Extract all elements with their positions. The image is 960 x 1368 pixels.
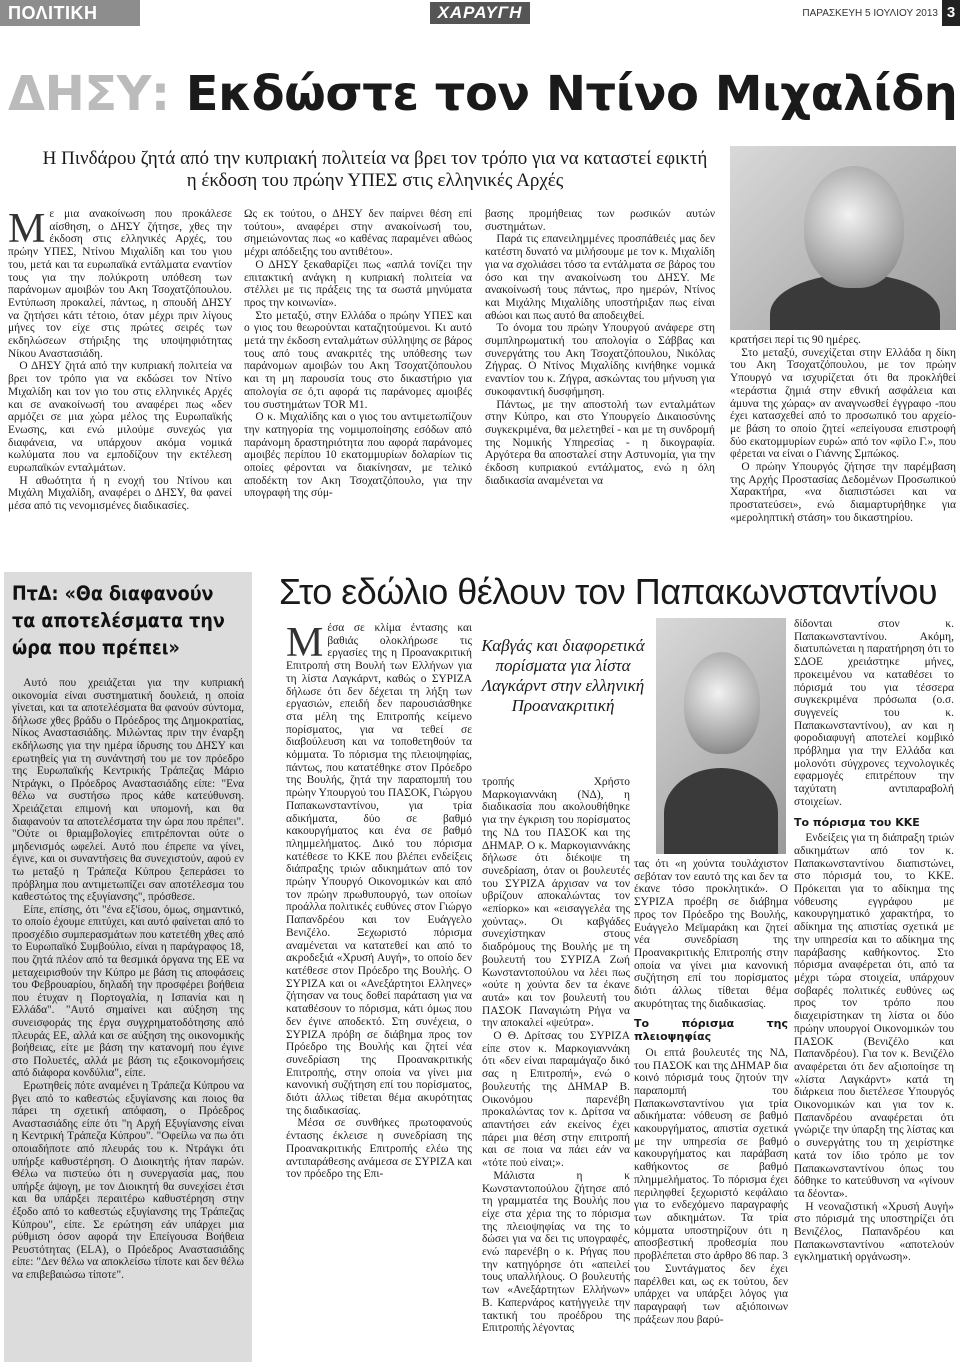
paragraph: Είπε, επίσης, ότι "ένα εξ'ίσου, όμως, σημαντικό, το οποίο έχουμε επιτύχει, και αυτό φαίνεται από το προσχέδιο συμπερασμάτων που κατετέθη χθες από το Ευρωπαϊκό Συμβούλιο, είναι η παράγραφος 18, που ζητά πλέον από τα θεσμικά όργανα της ΕΕ να μεταχειρισθούν την Κύπρο με βάση τις αποφάσεις του Φεβρουαρίου, δηλαδή την προσφέρει βοήθεια που έτυχαν η Πορτογαλία, η Ισπανία και η Ελλάδα". "Αυτό σημαίνει και αύξηση της συνεισφοράς της έργα συγχρηματοδότησης από πλευράς ΕΕ, αλλά και σε αύξηση της οικονομικής βοήθειας, είτε με βάση την κατανομή που έγινε στο Πολυετές, αλλά με βάση τις εξοικονομήσεις από διάφορα κονδύλια", είπε. (12, 903, 244, 1080)
section-label: ΠΟΛΙΤΙΚΗ (0, 0, 140, 26)
paragraph: Αυτό που χρειάζεται για την κυπριακή οικονομία είναι συστηματική δουλειά, η οποία γίνεται, και τα αποτελέσματα θα φανούν σύντομα, δήλωσε χθες βράδυ ο Πρόεδρος της Δημοκρατίας, Νίκος Αναστασιάδης. Μιλώντας πριν την έναρξη εκδήλωσης για την ημέρα ίδρυσης του ΔΗΣΥ και ερωτηθείς για τη συνάντησή του με τον πρόεδρο της Ευρωπαϊκής Κεντρικής Τράπεζας Μάριο Ντράγκι, ο Πρόεδρος Αναστασιάδης είπε: "Ενα θέλω να συστήσω προς κάθε κατεύθυνση. Χρειάζεται επιμονή και υπομονή, και θα διαφανούν τα αποτελέσματα την ώρα που πρέπει". "Ούτε οι θριαμβολογίες επιτρέπονται ούτε ο μηδενισμός ωφελεί. Αυτό που έπρεπε να γίνει, έγινε, και οι συναντήσεις θα συνεχιστούν, αφού εν τω μεταξύ η Τράπεζα Κύπρου ξεπεράσει το πρόβλημα που αντιμετωπίζει σαν αποτέλεσμα του καθεστώτος της εξυγίανσης", πρόσθεσε. (12, 677, 244, 904)
paragraph: κρατήσει περί τις 90 ημέρες. (730, 334, 861, 346)
photo-giorgos-papakonstantinou (656, 618, 786, 854)
story1-column-3 (485, 208, 715, 553)
paragraph: Ο ΔΗΣΥ ζητά από την κυπριακή πολιτεία να βρει τον τρόπο για να εκδώσει τον Ντίνο Μιχαλίδη και τον γιο του στις ελληνικές Αρχές και σε ανακοίνωσή του αναφέρει πως «δεν αρμόζει σε μια χώρα μέλος της Ευρωπαϊκής Ενωσης, και ενώ μιλούμε συνεχώς για διαφάνεια, να υπάρχουν ακόμα νομικά κωλύματα που να εμποδίζουν την εκτέλεση ευρωπαϊκών ενταλμάτων. (8, 360, 232, 475)
subheading: Το πόρισμα του ΚΚΕ (794, 815, 920, 829)
paragraph: τροπής Χρήστο Μαρκογιαννάκη (ΝΔ), η διαδικασία που ακολουθήθηκε για την έγκριση του πορίσματος της ΝΔ του ΠΑΣΟΚ και της ΔΗΜΑΡ. Ο κ. Μαρκογιαννάκης δήλωσε ότι διέκοψε τη συνεδρίαση, όταν οι βουλευτές του ΣΥΡΙΖΑ άρχισαν να τον υβρίζουν αποκαλώντας τον «επίορκο» και «εισαγγελέα της χούντας». Οι καβγάδες συνεχίστηκαν στους διαδρόμους της Βουλής με τη βουλευτή του ΣΥΡΙΖΑ Ζωή Κωνσταντοπούλου να λέει πως «ούτε η χούντα δεν τα έκανε αυτά» και τον βουλευτή του ΠΑΣΟΚ Παναγιώτη Ρήγα να την αποκαλεί «ψεύτρα». (482, 776, 630, 1030)
headline-accent: ΔΗΣΥ: (8, 66, 170, 122)
paragraph: Ως εκ τούτου, ο ΔΗΣΥ δεν παίρνει θέση επί τούτου», αναφέρει στην ανακοίνωσή του, σημειώνοντας πως «ο καθένας παραμένει αθώος μέχρι απόδειξης του αντιθέτου». (244, 208, 472, 259)
paragraph: δίδονται στον κ. Παπακωνσταντίνου. Ακόμη, διατυπώνεται η παρατήρηση ότι το ΣΔΟΕ χρειάστηκε μήνες, προκειμένου να καταθέσει το πόρισμά του για τέσσερα συγκεκριμένα πρόσωπα (ο.σ. συγγενείς του κ. Παπακωνσταντίνου), αν και η φοροδιαφυγή αποτελεί κομβικό πρόβλημα για την Ελλάδα και μολονότι σύγχρονες τεχνολογικές εφαρμογές επιτρέπουν την ταχύτατη αντιπαραβολή στοιχείων. (794, 618, 954, 808)
paragraph: Ενδείξεις για τη διάπραξη τριών αδικημάτων από τον κ. Παπακωνσταντίνου διαπιστώνει, στο πόρισμά του, το ΚΚΕ. Πρόκειται για το αδίκημα της νόθευσης εγγράφου με κακουργηματικό χαρακτήρα, το αδίκημα της απιστίας σχετικά με την υπηρεσία και το αδίκημα της παράβασης καθήκοντος. Στο πόρισμα αναφέρεται ότι, από τα μέχρι τώρα στοιχεία, υπάρχουν σοβαρές πολιτικές ευθύνες ως προς τον τρόπο που διαχειρίστηκαν τη λίστα οι δύο πρώην υπουργοί Οικονομικών του ΠΑΣΟΚ (Βενιζέλο και Παπανδρέου). Για τον κ. Βενιζέλο αναφέρεται ότι δεν αξιοποίησε τη «λίστα Λαγκάρντ» κατά τη διάρκεια που διετέλεσε Υπουργός Οικονομικών και για τον κ. Παπανδρέου αναφέρεται ότι γνώριζε την ύπαρξη της λίστας και ο συνεργάτης του τη χειρίστηκε κατά τον ίδιο τρόπο με τον Παπακωνσταντίνου όπως του δόθηκε το κατεύθυνση να «γίνουν τα δέοντα». (794, 832, 954, 1200)
story2-column-a (286, 622, 472, 1362)
paragraph: Μάλιστα η κ Κωνσταντοπούλου ζήτησε από τη γραμματέα της Βουλής που είχε στα χέρια της το πόρισμα της πλειοψηφίας να της το δώσει για να δει τις υπογραφές, ενώ παρενέβη ο κ. Ρήγας που την κατηγόρησε ότι «απειλεί τους υπαλλήλους. Ο βουλευτής των «Ανεξάρτητων Ελλήνων» Β. Καπερνάρος κατήγγειλε την τακτική του προέδρου της Επιτροπής λέγοντας (482, 1169, 630, 1335)
photo-face (804, 166, 904, 288)
story1-column-2 (244, 208, 472, 553)
story2-column-d (794, 618, 954, 1362)
story2-headline: Στο εδώλιο θέλουν τον Παπακωνσταντίνου (278, 571, 938, 612)
paragraph: Παρά τις επανειλημμένες προσπάθειές μας δεν κατέστη δυνατό να μιλήσουμε με τον κ. Μιχαλίδη για να σχολιάσει τόσο τα εντάλματα σε βάρος του όσο και την ανακοίνωση του ΔΗΣΥ. Με ανακοίνωσή τους πάντως, προ ημερών, Ντίνος και Μιχάλης Μιχαλίδης υποστήριξαν πως είναι αθώοι και πως αυτό θα αποδειχθεί. (485, 233, 715, 322)
photo-figure (664, 768, 778, 854)
paragraph: έσα σε κλίμα έντασης και βαθιάς ολοκλήρωσε τις εργασίες της η Προανακριτική Επιτροπή στη Βουλή των Ελλήνων για τη λίστα Λαγκάρντ, καθώς ο ΣΥΡΙΖΑ δήλωσε ότι δεν δέχεται τη λήξη των εργασιών, επειδή δεν παρουσιάσθηκε στα μέλη της Επιτροπής κείμενο πορίσματος, για να τεθεί σε διαβούλευση και να τοποθετηθούν τα κόμματα. Το πόρισμα της πλειοψηφίας, πάντως, που κατατέθηκε στον Πρόεδρο της Βουλής, ζητά την παραπομπή του πρώην Υπουργού του ΠΑΣΟΚ, Γιώργου Παπακωνσταντίνου, για τρία αδικήματα, δύο σε βαθμό κακουργήματος και ένα σε βαθμό πλημμελήματος. Δικό του πόρισμα κατέθεσε το ΚΚΕ που βλέπει ενδείξεις διάπραξης τριών αδικημάτων από τον πρώην Υπουργό Οικονομικών και από τον πρώην πρωθυπουργό, των οποίων προάλλα πολιτικές ευθύνες στον Γιώργο Παπανδρέου και τον Ευάγγελο Βενιζέλο. Ξεχωριστό πόρισμα αναμένεται να κατατεθεί και από το ακροδεξιά «Χρυσή Αυγή», το οποίο δεν κατέθεσε στον Πρόεδρο της Βουλής. Ο ΣΥΡΙΖΑ και οι «Ανεξάρτητοι Ελληνες» ζήτησαν να τους δοθεί παράταση για να καταθέσουν το πόρισμα, κάτι όμως που δεν έγινε αποδεκτό. Στη συνέχεια, ο ΣΥΡΙΖΑ πρόβη σε διάβημα προς τον Πρόεδρο της Βουλής και ζητεί νέα συνεδρίαση της Προανακριτικής Επιτροπής, στην οποία να γίνει μια κανονική συζήτηση επί του πορίσματος, διότι άλλως τίθεται θέμα ακυρότητας της διαδικασίας. (286, 622, 472, 1117)
story1-subhead: Η Πινδάρου ζητά από την κυπριακή πολιτεία να βρει τον τρόπο για να καταστεί εφικτή η έκδοση του πρώην ΥΠΕΣ στις ελληνικές Αρχές (42, 148, 708, 191)
photo-face (684, 652, 760, 754)
pull-quote: Καβγάς και διαφορετικά πορίσματα για λίστα Λαγκάρντ στην ελληνική Προανακριτική (481, 636, 645, 715)
paragraph: Η νεοναζιστική «Χρυσή Αυγή» στο πόρισμά της υποστηρίζει ότι Βενιζέλος, Παπανδρέου και Παπακωνσταντίνου «αποτελούν εγκληματική οργάνωση». (794, 1200, 954, 1264)
paragraph: Πάντως, με την αποστολή των ενταλμάτων στην Κύπρο, και στο Υπουργείο Δικαιοσύνης συγκεκριμένα, θα μελετηθεί - και με τη συνδρομή της Νομικής Υπηρεσίας - η δικογραφία. Αργότερα θα αποσταλεί στην Αστυνομία, για την έκδοση κυπριακού εντάλματος, ενώ η όλη διαδικασία αναμένεται να (485, 398, 715, 487)
paragraph: τας ότι «η χούντα τουλάχιστον σεβόταν τον εαυτό της και δεν τα έκανε τόσο προκλητικά». Ο ΣΥΡΙΖΑ προέβη σε διάβημα προς τον Πρόεδρο της Βουλής, Ευάγγελο Μεϊμαράκη και ζητεί νέα συνεδρίαση της Προανακριτικής Επιτροπής στην οποία να γίνει μια κανονική συζήτηση επί του πορίσματος διότι άλλως τίθεται θέμα ακυρότητας της διαδικασίας. (634, 858, 788, 1010)
dropcap: Μ (8, 208, 46, 252)
issue-date: ΠΑΡΑΣΚΕΥΗ 5 ΙΟΥΛΙΟΥ 2013 (802, 8, 938, 19)
story2-column-b (482, 776, 630, 1362)
sidebar-story-body (12, 677, 244, 1357)
paragraph: Οι επτά βουλευτές της ΝΔ, του ΠΑΣΟΚ και της ΔΗΜΑΡ δια κοινό πόρισμά τους ζητούν την παραπομπή του Παπακωνσταντίνου για τρία αδικήματα: νόθευση σε βαθμό κακουργήματος, απιστία σχετικά με την υπηρεσία σε βαθμό κακουργήματος και παράβαση καθήκοντος σε βαθμό πλημμελήματος. Το πόρισμα έχει περιληφθεί ξεχωριστό κεφάλαιο για το ενδεχόμενο παραγραφής των αδικημάτων. Τα τρία κόμματα υποστηρίζουν ότι η αποσβεστική προθεσμία που προβλέπεται στο άρθρο 86 παρ. 3 του Συντάγματος δεν έχει παρέλθει και, ως εκ τούτου, δεν υπάρχει να υπάρξει λόγος για παραγραφή των αξιόποινων πράξεων που βαρύ- (634, 1046, 788, 1326)
paragraph: Ο ΔΗΣΥ ξεκαθαρίζει πως «απλά τονίζει την επιτακτική ανάγκη η κυπριακή πολιτεία να στέλλει με τις πράξεις της τα σωστά μηνύματα προς την κοινωνία». (244, 258, 472, 309)
photo-dinos-michalides (730, 146, 956, 330)
story1-column-1 (8, 208, 232, 553)
paragraph: Ο Θ. Δρίτσας του ΣΥΡΙΖΑ είπε στον κ. Μαρκογιαννάκη ότι «δεν είναι παραμάγαζο δικό σας η Επιτροπή», ενώ ο βουλευτής της ΔΗΜΑΡ Β. Οικονόμου παρενέβη προκαλώντας τον κ. Δρίτσα να απαντήσει εάν εκείνος έχει πάρει μια θέση στην επιτροπή και σε ποια να πάει εάν να «τότε πού είναι;». (482, 1030, 630, 1170)
page-number: 3 (942, 0, 960, 26)
paragraph: Στο μεταξύ, συνεχίζεται στην Ελλάδα η δίκη του Ακη Τσοχατζόπουλου, με τον πρώην Υπουργό να ισχυρίζεται ότι θα προκλήθεί «τεράστια ζημιά στην εθνική ασφάλεια και άμυνα της χώρας» αν αναγνωσθεί έγγραφο -που έχει κατασχεθεί από το προσωπικό του αρχείο- με βάση το οποίο ζητεί «επείγουσα επιστροφή δύο εκατομμυρίων ευρώ» από τον «φίλο Γ.», που φέρεται να είναι ο Γιάννης Σμπώκος. (730, 346, 956, 461)
story1-column-4 (730, 334, 956, 554)
paragraph: Το όνομα του πρώην Υπουργού ανάφερε στη συμπληρωματική του απολογία ο Σάββας και συνεργάτης του Ακη Τσοχατζόπουλου, Νικόλας Ζήγρας. Ο Ντίνος Μιχαλίδης κινήθηκε νομικά εναντίον του κ. Ζήγρα, ασκώντας του μήνυση για συκοφαντική δυσφήμηση. (485, 322, 715, 398)
paragraph: Η αθωότητα ή η ενοχή του Ντίνου και Μιχάλη Μιχαλίδη, αναφέρει ο ΔΗΣΥ, θα φανεί μέσα από τις νενομισμένες διαδικασίες. (8, 474, 232, 513)
logo-text: ΧΑΡΑΥΓΗ (430, 2, 531, 24)
paragraph: Μέσα σε συνθήκες πρωτοφανούς έντασης έκλεισε η συνεδρίαση της Προανακριτικής Επιτροπής ελέω της αντιπαράθεσης ανάμεσα σε ΣΥΡΙΖΑ και τον πρόεδρο της Επι- (286, 1117, 472, 1181)
paragraph: Στο μεταξύ, στην Ελλάδα ο πρώην ΥΠΕΣ και ο γιος του θεωρούνται καταζητούμενοι. Κι αυτό μετά την έκδοση ενταλμάτων σύλληψης σε βάρος τους από τους ανακριτές της υπόθεσης των παράνομων αμοιβών του Ακη Τσοχατζόπουλου και τη μη παρουσία τους στο δικαστήριο για απολογία σε ό,τι αφορά τις παράνομες αμοιβές του συστημάτων TOR M1. (244, 309, 472, 411)
paragraph: βασης προμήθειας των ρωσικών αυτών συστημάτων. (485, 208, 715, 233)
paragraph: ε μια ανακοίνωση που προκάλεσε αίσθηση, ο ΔΗΣΥ ζήτησε, χθες την έκδοση στις ελληνικές Αρχές, του πρώην ΥΠΕΣ, Ντίνου Μιχαλίδη και του γιου του, μετά και τα ευρωπαϊκά εντάλματα εναντίον τους για την πολύκροτη υπόθεση των παράνομων αμοιβών του Ακη Τσοχατζόπουλου. Εντύπωση προκαλεί, πάντως, η σπουδή ΔΗΣΥ να ζητήσει κάτι τέτοιο, όταν μέχρι πριν λίγους μήνες τον είχε στις πρώτες σειρές των εκδηλώσεων στήριξης της υποψηφιότητας Νίκου Αναστασιάδη. (8, 208, 232, 360)
dropcap: Μ (286, 622, 324, 666)
story1-headline (8, 66, 958, 122)
paragraph: Ο πρώην Υπουργός ζήτησε την παρέμβαση της Αρχής Προστασίας Δεδομένων Προσωπικού Χαρακτήρα, «να διαπιστώσει και να προστατεύσει», ενώ διαμαρτυρήθηκε για «μεροληπτική στάση» του δικαστηρίου. (730, 461, 956, 524)
story2-column-c (634, 858, 788, 1362)
sidebar-story-title: ΠτΔ: «Θα διαφανούν τα αποτελέσματα την ώρα που πρέπει» (12, 582, 225, 659)
sidebar-story (4, 572, 252, 1362)
paragraph: Ο κ. Μιχαλίδης και ο γιος του αντιμετωπίζουν την κατηγορία της νομιμοποίησης εσόδων από παράνομη δραστηριότητα που αφορά παράνομες αμοιβές περίπου 10 εκατομμυρίων δολαρίων τις οποίες φέρονται να διακίνησαν, με τελικό αποδέκτη τον Ακη Τσοχατζόπουλο, για την υπογραφή της σύμ- (244, 411, 472, 500)
paragraph: Ερωτηθείς πότε αναμένει η Τράπεζα Κύπρου να βγει από το καθεστώς εξυγίανσης και ποιος θα πάρει τη σχετική απόφαση, ο Πρόεδρος Αναστασιάδης είπε ότι "η Αρχή Εξυγίανσης είναι η Κεντρική Τράπεζα Κύπρου". "Οφείλω να πω ότι οποιαδήποτε από πλευράς του κ. Ντράγκι ότι υπήρξε καθυστέρηση. Ο Διοικητής ήταν παρών. Θέλω να πιστεύω ότι η συνεργασία μας, που υπήρξε άψογη, με τον Διοικητή θα συνεχίσει έτσι και θα υπάρξει περαιτέρω καθυστέρηση στην έξοδο από το καθεστώς εξυγίανσης της Τράπεζας Κύπρου", είπε. Σε ερώτηση εάν υπάρχει μια ρύθμιση όσον αφορά την Επείγουσα Βοήθεια Ρευστότητας (ELA), ο Πρόεδρος Αναστασιάδης είπε: "Δεν θέλω να αποκλείσω τίποτε και δεν θέλω να επιβεβαιώσω τίποτε". (12, 1080, 244, 1281)
headline-text: Εκδώστε τον Ντίνο Μιχαλίδη (169, 66, 958, 122)
page-header (0, 0, 960, 26)
subheading: Το πόρισμα της πλειοψηφίας (634, 1017, 788, 1044)
